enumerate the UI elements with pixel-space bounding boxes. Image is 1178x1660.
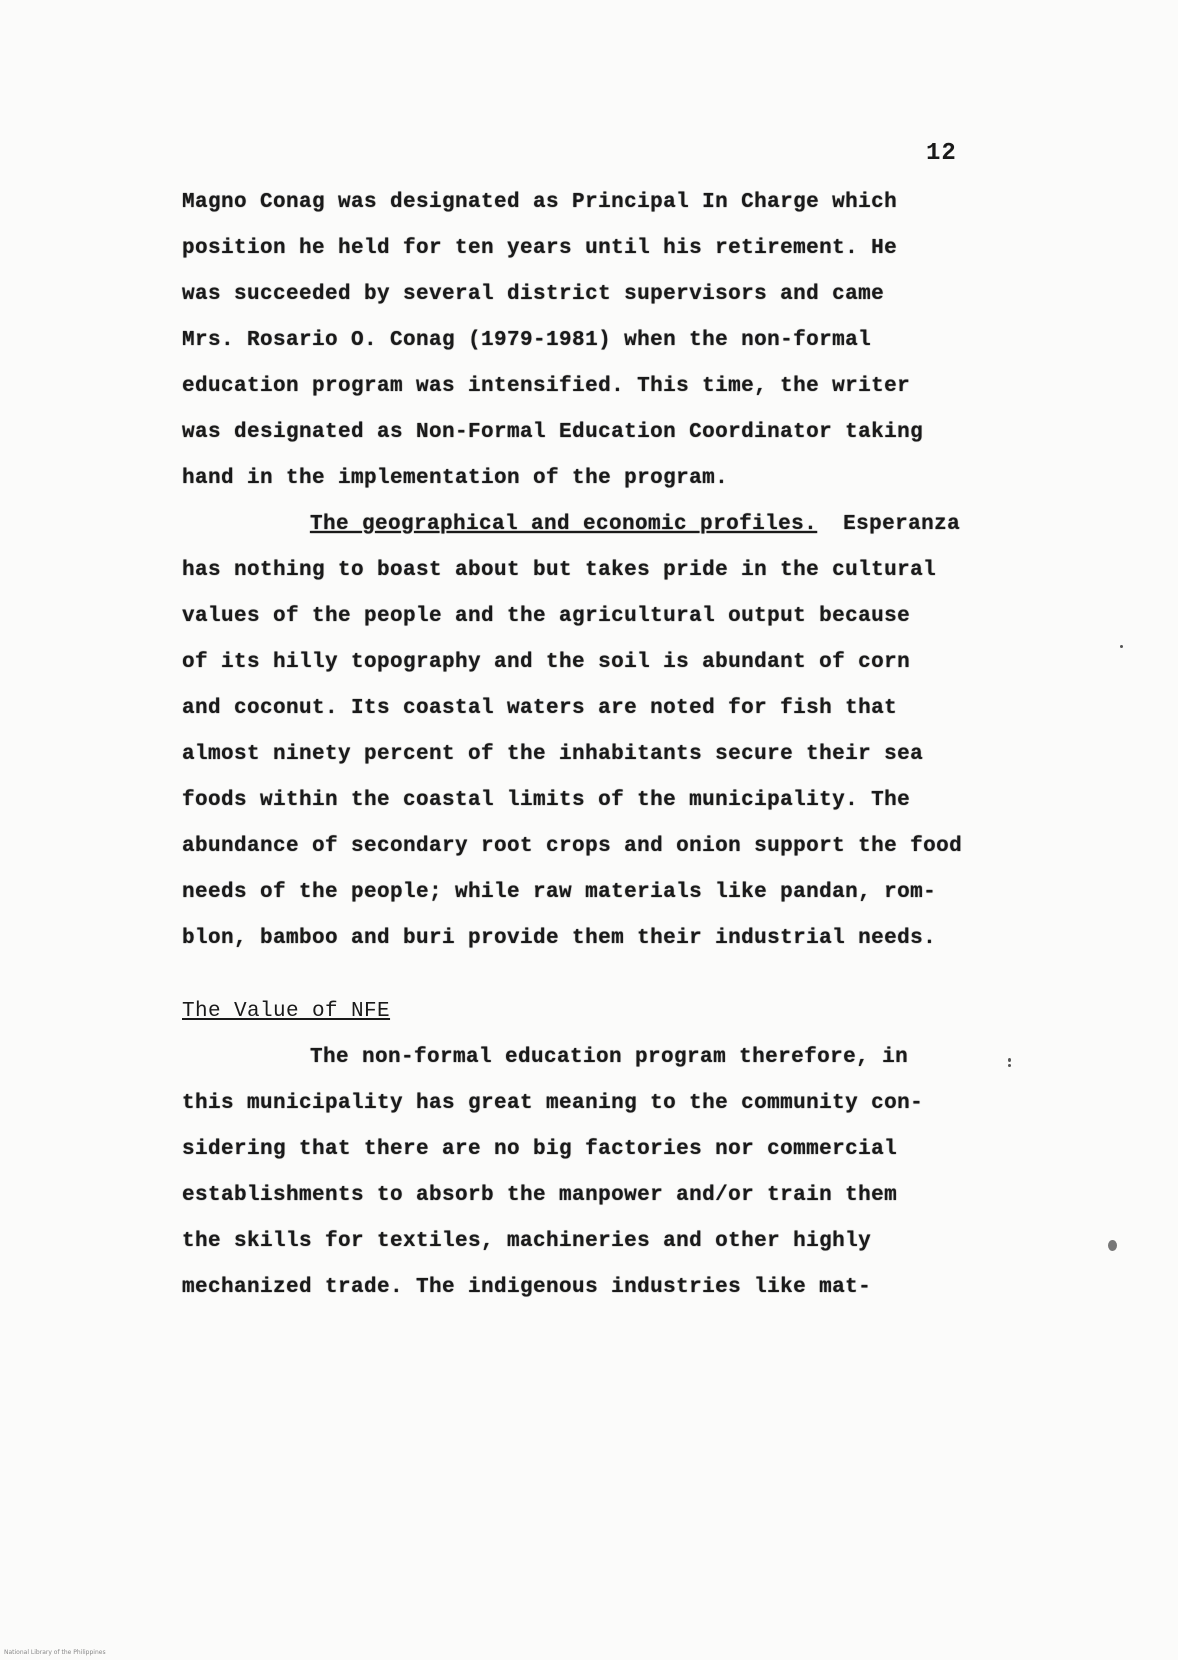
paragraph-1-line: Magno Conag was designated as Principal In Charge which [182, 191, 898, 214]
paragraph-3-line: mechanized trade. The indigenous industries like mat- [182, 1276, 872, 1299]
paragraph-1-line: hand in the implementation of the program. [182, 467, 729, 490]
paragraph-3-line: the skills for textiles, machineries and other highly [182, 1230, 872, 1253]
scan-speck [1008, 1058, 1011, 1062]
paragraph-2-line: of its hilly topography and the soil is abundant of corn [182, 651, 911, 674]
paragraph-2-first-rest: Esperanza [843, 513, 961, 536]
paragraph-1-line: was designated as Non-Formal Education Coordinator taking [182, 421, 924, 444]
scan-speck [1108, 1240, 1117, 1251]
paragraph-1-line: Mrs. Rosario O. Conag (1979-1981) when the non-formal [182, 329, 872, 352]
paragraph-1-line: was succeeded by several district supervisors and came [182, 283, 885, 306]
profiles-heading: The geographical and economic profiles. [310, 513, 818, 536]
paragraph-3-first-line: The non-formal education program therefore, in [310, 1046, 909, 1069]
section-heading: The Value of NFE [182, 1000, 391, 1023]
paragraph-2-line: and coconut. Its coastal waters are noted for fish that [182, 697, 898, 720]
paragraph-2-line: abundance of secondary root crops and onion support the food [182, 835, 963, 858]
footer-attribution: National Library of the Philippines [4, 1649, 106, 1656]
paragraph-2-line: has nothing to boast about but takes pride in the cultural [182, 559, 937, 582]
paragraph-1-line: position he held for ten years until his retirement. He [182, 237, 898, 260]
scan-speck [1008, 1064, 1011, 1067]
paragraph-3-line: sidering that there are no big factories nor commercial [182, 1138, 898, 1161]
paragraph-2-line: blon, bamboo and buri provide them their industrial needs. [182, 927, 937, 950]
paragraph-2-line: needs of the people; while raw materials like pandan, rom- [182, 881, 937, 904]
paragraph-1-line: education program was intensified. This time, the writer [182, 375, 911, 398]
scan-speck [1120, 645, 1123, 648]
paragraph-2-line: foods within the coastal limits of the municipality. The [182, 789, 911, 812]
paragraph-2-line: almost ninety percent of the inhabitants secure their sea [182, 743, 924, 766]
paragraph-3-line: establishments to absorb the manpower and/or train them [182, 1184, 898, 1207]
paragraph-2-line: values of the people and the agricultural output because [182, 605, 911, 628]
paragraph-2-first-line [310, 513, 960, 536]
paragraph-3-line: this municipality has great meaning to the community con- [182, 1092, 924, 1115]
page-number: 12 [926, 140, 957, 167]
